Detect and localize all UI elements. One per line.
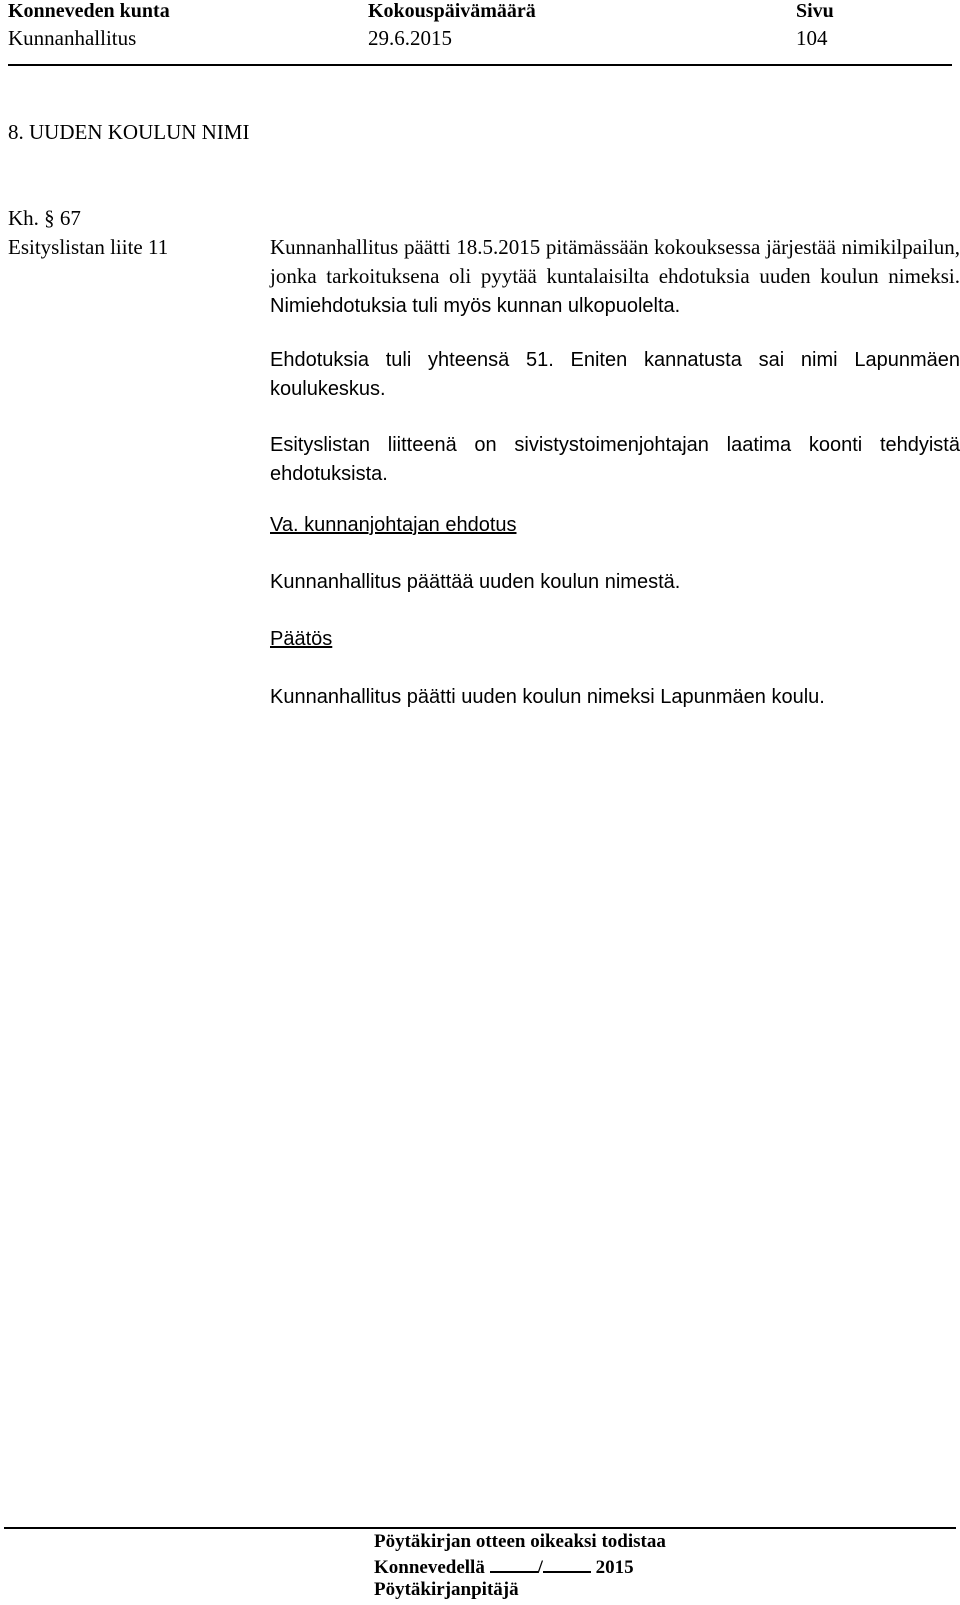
month-blank <box>543 1555 591 1573</box>
decision-text: Kunnanhallitus päätti uuden koulun nimeksi Lapunmäen koulu. <box>270 686 825 708</box>
certification-line: Pöytäkirjan otteen oikeaksi todistaa <box>374 1531 666 1552</box>
proposal-text: Kunnanhallitus päättää uuden koulun nimestä. <box>270 571 681 593</box>
minutes-keeper: Pöytäkirjanpitäjä <box>374 1579 519 1600</box>
page-number: 104 <box>796 26 828 50</box>
reference-number: 67 <box>59 206 81 230</box>
section-title: 8. UUDEN KOULUN NIMI <box>8 120 250 144</box>
paragraph-3: Esityslistan liitteenä on sivistystoimenjohtajan laatima koonti tehdyistä ehdotuksista. <box>270 434 960 485</box>
paragraph-1-tail: Nimiehdotuksia tuli myös kunnan ulkopuolelta. <box>270 295 681 317</box>
paragraph-2: Ehdotuksia tuli yhteensä 51. Eniten kannatusta sai nimi Lapunmäen koulukeskus. <box>270 349 960 400</box>
meeting-date: 29.6.2015 <box>368 26 452 50</box>
organization-name: Konneveden kunta <box>8 0 170 22</box>
header-divider <box>8 64 952 66</box>
reference-prefix: Kh. <box>8 206 39 230</box>
proposal-heading: Va. kunnanjohtajan ehdotus <box>270 514 517 536</box>
date-separator: / <box>537 1557 543 1578</box>
day-blank <box>490 1555 538 1573</box>
body-name: Kunnanhallitus <box>8 26 137 50</box>
certification-place-date <box>374 1555 634 1579</box>
date-label: Kokouspäivämäärä <box>368 0 536 22</box>
footer-divider <box>4 1527 956 1529</box>
certification-place: Konnevedellä <box>374 1557 485 1578</box>
decision-heading: Päätös <box>270 628 333 650</box>
attachment-reference: Esityslistan liite 11 <box>8 235 169 259</box>
paragraph-1-text: Kunnanhallitus päätti 18.5.2015 pitämässään kokouksessa järjestää nimikilpailun, jonka tarkoituksena oli pyytää kuntalaisilta ehdotuksia uuden koulun nimeksi. <box>270 235 960 288</box>
paragraph-1 <box>270 233 960 321</box>
section-symbol: § <box>44 206 55 230</box>
section-reference <box>8 204 81 233</box>
page-label: Sivu <box>796 0 834 22</box>
certification-year: 2015 <box>595 1557 634 1578</box>
